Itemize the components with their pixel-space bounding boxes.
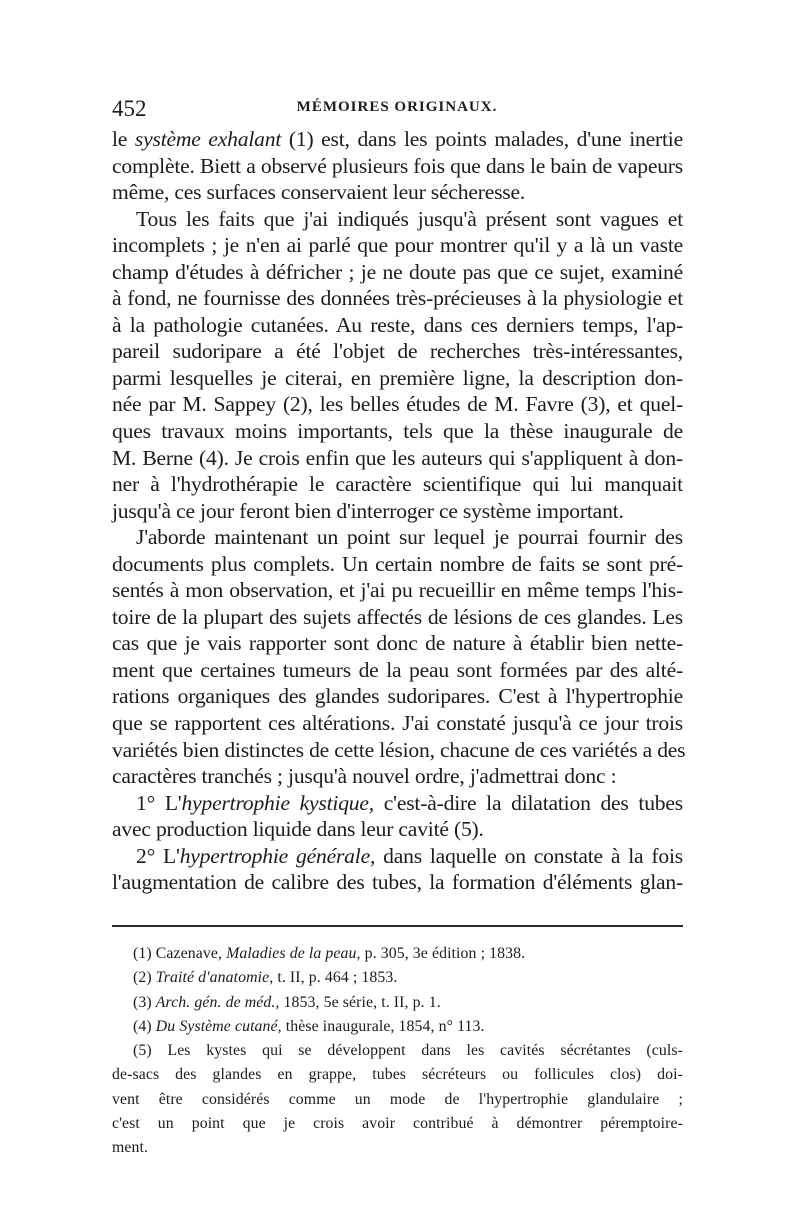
text-line: variétés bien distinctes de cette lésion, chacune de ces variétés a des bbox=[112, 737, 686, 762]
text-line: Tous les faits que j'ai indiqués jusqu'à présent sont vagues et bbox=[136, 206, 683, 231]
footnote-line: de-sacs des glandes en grappe, tubes sécréteurs ou follicules clos) doi- bbox=[112, 1066, 683, 1084]
footnote: (1) Cazenave, Maladies de la peau, p. 305, 3e édition ; 1838. bbox=[133, 945, 526, 962]
text-line: toire de la plupart des sujets affectés de lésions de ces glandes. Les bbox=[112, 604, 683, 629]
text-line: née par M. Sappey (2), les belles études de M. Favre (3), et quel- bbox=[112, 392, 683, 417]
text-line: jusqu'à ce jour feront bien d'interroger ce système important. bbox=[112, 498, 624, 523]
footnote: (3) Arch. gén. de méd., 1853, 5e série, t. II, p. 1. bbox=[133, 993, 441, 1011]
body-text bbox=[112, 126, 686, 896]
text-line: 2° L'hypertrophie générale, dans laquelle on constate à la fois bbox=[136, 843, 683, 868]
footnote-line: vent être considérés comme un mode de l'hypertrophie glandulaire ; bbox=[112, 1090, 683, 1108]
text-line: cas que je vais rapporter sont donc de nature à établir bien nette- bbox=[112, 631, 683, 656]
text-line: J'aborde maintenant un point sur lequel je pourrai fournir des bbox=[136, 525, 683, 550]
footnote: (5) Les kystes qui se développent dans les cavités sécrétantes (culs- bbox=[133, 1042, 683, 1060]
text-line: M. Berne (4). Je crois enfin que les auteurs qui s'appliquent à don- bbox=[112, 445, 683, 470]
text-line: même, ces surfaces conservaient leur sécheresse. bbox=[112, 180, 526, 205]
footnotes bbox=[112, 942, 683, 1161]
text-line: que se rapportent ces altérations. J'ai constaté jusqu'à ce jour trois bbox=[112, 711, 683, 736]
text-line: complète. Biett a observé plusieurs fois que dans le bain de vapeurs bbox=[112, 153, 683, 178]
text-line: champ d'études à défricher ; je ne doute pas que ce sujet, examiné bbox=[112, 259, 683, 284]
text-line: pareil sudoripare a été l'objet de recherches très-intéressantes, bbox=[112, 339, 683, 364]
footnote-line: ment. bbox=[112, 1139, 149, 1157]
footnote-line: c'est un point que je crois avoir contribué à démontrer péremptoire- bbox=[112, 1115, 683, 1133]
text-line: à fond, ne fournisse des données très-précieuses à la physiologie et bbox=[112, 286, 683, 311]
text-line: ner à l'hydrothérapie le caractère scientifique qui lui manquait bbox=[112, 472, 683, 497]
text-line: le système exhalant (1) est, dans les points malades, d'une inertie bbox=[112, 127, 683, 151]
text-line: l'augmentation de calibre des tubes, la formation d'éléments glan- bbox=[112, 870, 683, 895]
footnote-divider bbox=[112, 925, 683, 927]
running-title: MÉMOIRES ORIGINAUX. bbox=[296, 99, 498, 115]
text-line: 1° L'hypertrophie kystique, c'est-à-dire la dilatation des tubes bbox=[136, 790, 683, 815]
text-line: documents plus complets. Un certain nombre de faits se sont pré- bbox=[112, 551, 683, 576]
text-line: caractères tranchés ; jusqu'à nouvel ordre, j'admettrai donc : bbox=[112, 764, 617, 789]
italic-term: système exhalant bbox=[134, 127, 282, 151]
footnote: (2) Traité d'anatomie, t. II, p. 464 ; 1853. bbox=[133, 969, 398, 987]
italic-term: hypertrophie kystique, bbox=[181, 790, 374, 815]
italic-term: hypertrophie générale, bbox=[179, 843, 376, 868]
text-line: parmi lesquelles je citerai, en première ligne, la description don- bbox=[112, 365, 683, 390]
text-line: sentés à mon observation, et j'ai pu recueillir en même temps l'his- bbox=[112, 578, 683, 603]
page-header bbox=[112, 96, 682, 124]
text-line: ques travaux moins importants, tels que la thèse inaugurale de bbox=[112, 419, 683, 444]
text-line: rations organiques des glandes sudoripares. C'est à l'hypertrophie bbox=[112, 684, 683, 709]
text-line: ment que certaines tumeurs de la peau sont formées par des alté- bbox=[112, 657, 683, 682]
text-line: incomplets ; je n'en ai parlé que pour montrer qu'il y a là un vaste bbox=[112, 233, 683, 258]
text-line: à la pathologie cutanées. Au reste, dans ces derniers temps, l'ap- bbox=[112, 312, 683, 337]
footnote: (4) Du Système cutané, thèse inaugurale, 1854, n° 113. bbox=[133, 1017, 485, 1035]
page-number: 452 bbox=[112, 96, 147, 121]
text-line: avec production liquide dans leur cavité (5). bbox=[112, 817, 484, 842]
